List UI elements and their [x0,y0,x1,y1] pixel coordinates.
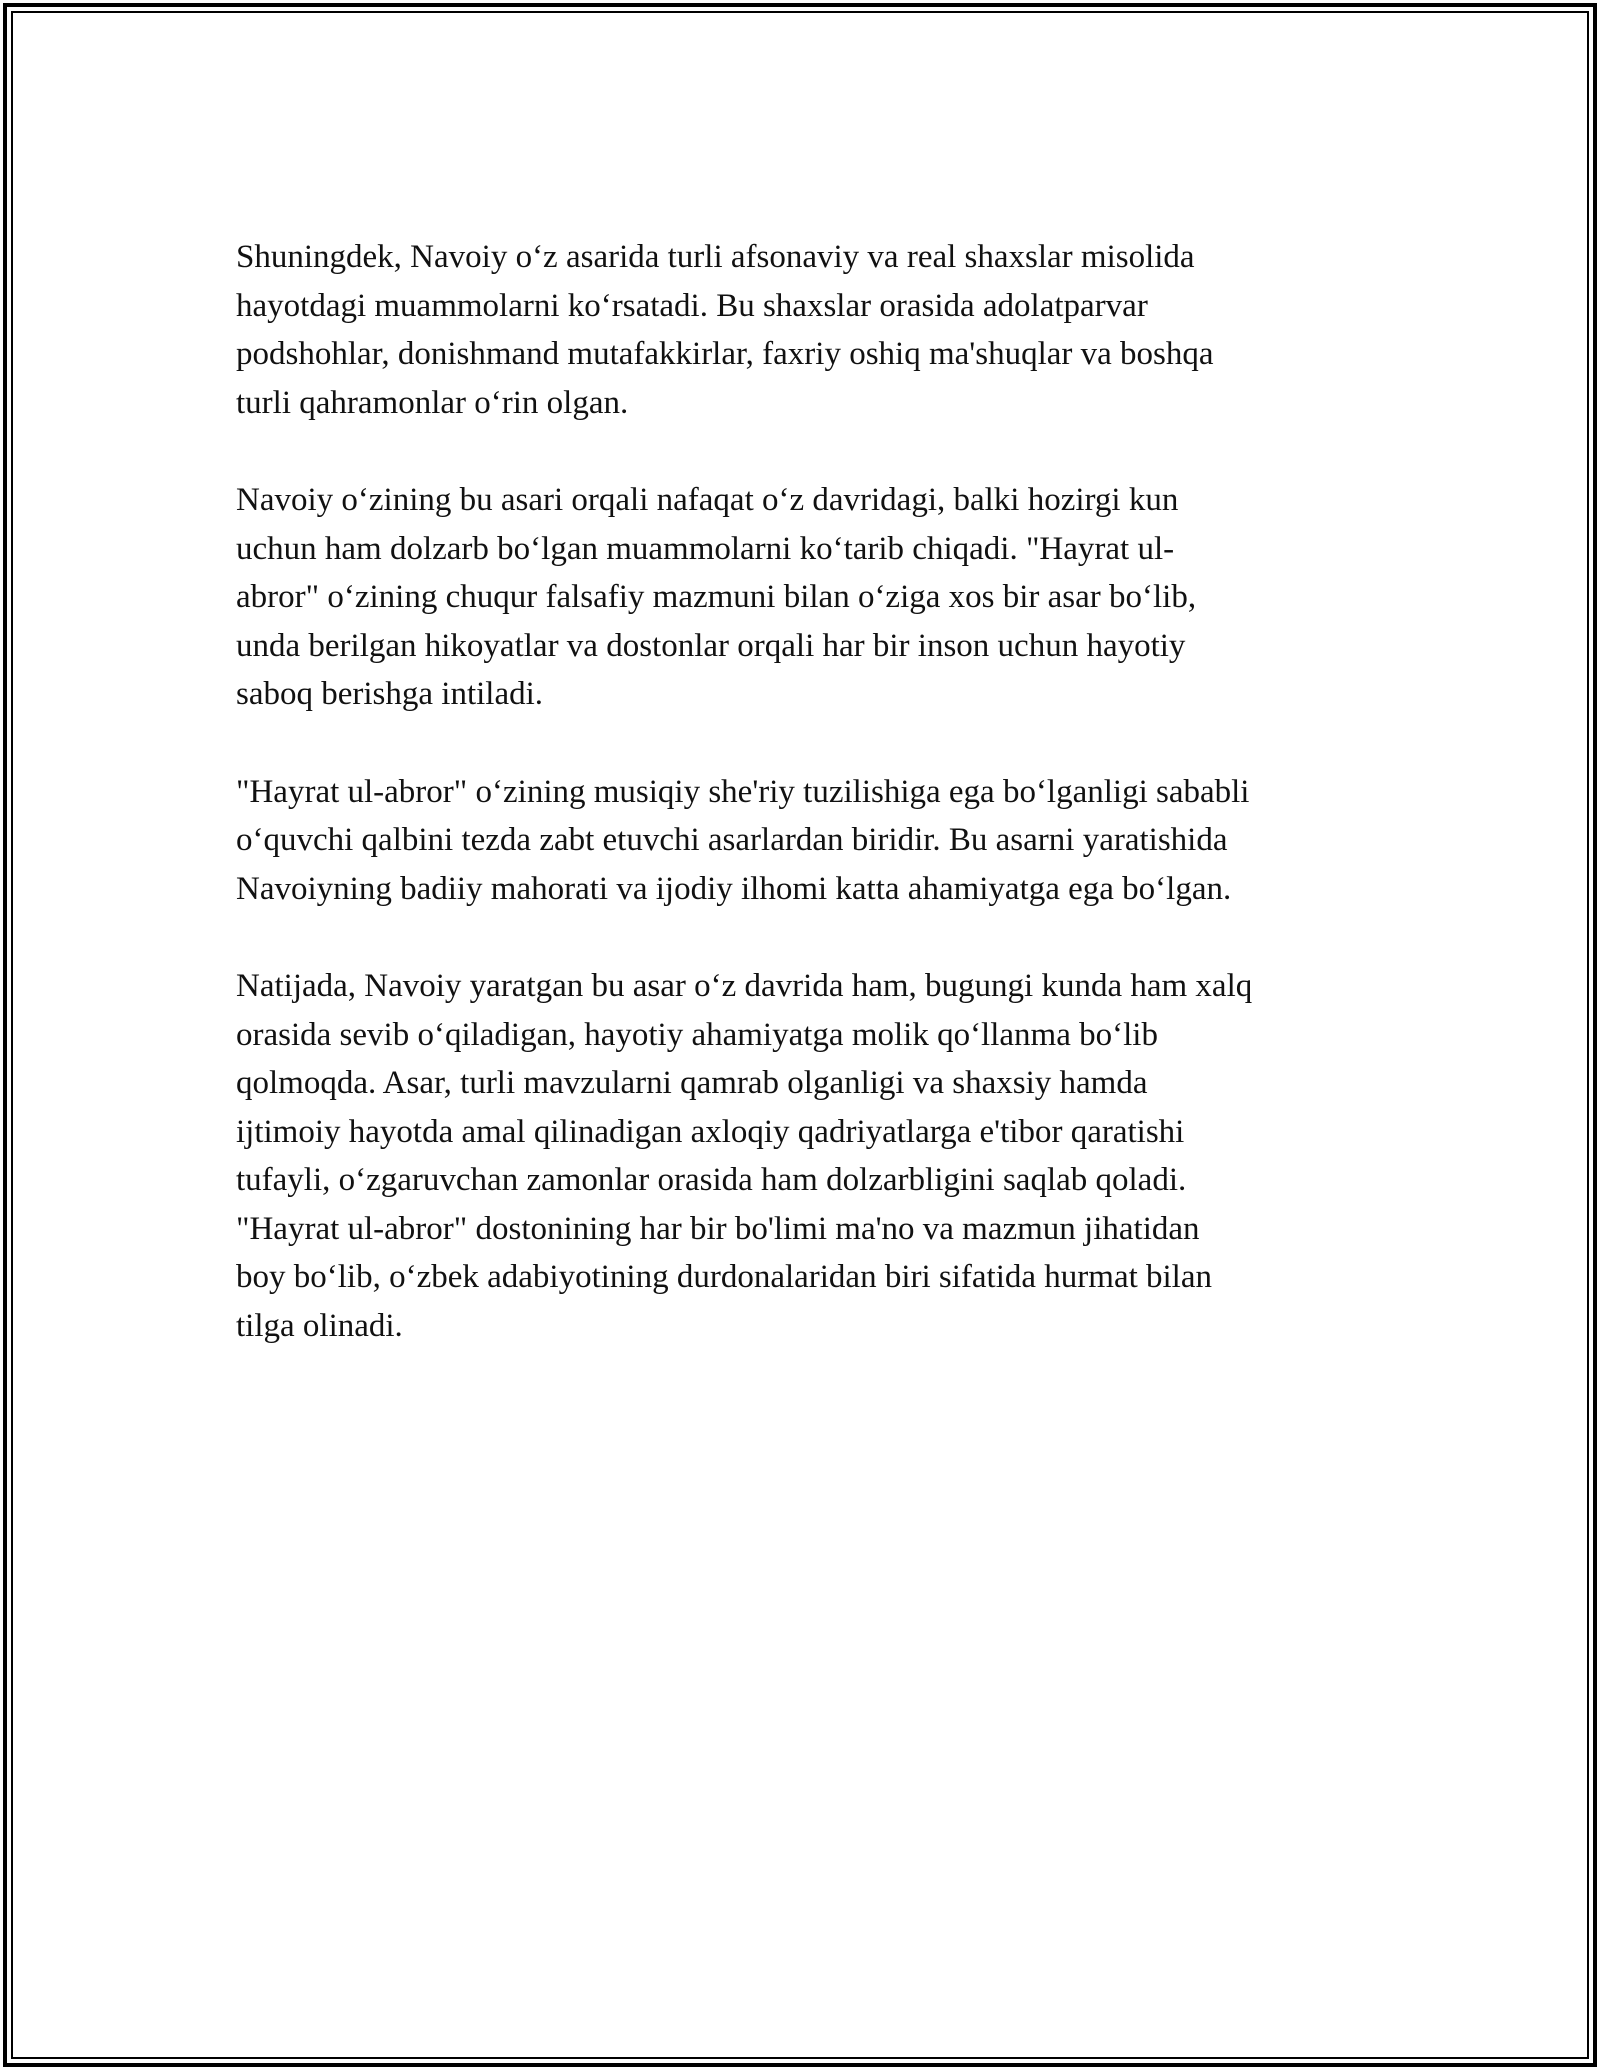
text-line: unda berilgan hikoyatlar va dostonlar orqali har bir inson uchun hayotiy [236,627,1186,664]
text-line: podshohlar, donishmand mutafakkirlar, faxriy oshiq ma'shuqlar va boshqa [236,336,1214,373]
text-line: hayotdagi muammolarni ko‘rsatadi. Bu shaxslar orasida adolatparvar [236,287,1148,324]
text-line: qolmoqda. Asar, turli mavzularni qamrab olganligi va shaxsiy hamda [236,1065,1148,1102]
text-line: uchun ham dolzarb bo‘lgan muammolarni ko‘tarib chiqadi. "Hayrat ul- [236,530,1175,567]
paragraph-3 [236,768,1386,914]
text-line: ijtimoiy hayotda amal qilinadigan axloqiy qadriyatlarga e'tibor qaratishi [236,1113,1185,1150]
text-line: turli qahramonlar o‘rin olgan. [236,384,629,421]
text-line: saboq berishga intiladi. [236,676,544,713]
document-body [236,233,1386,1399]
text-line: Natijada, Navoiy yaratgan bu asar o‘z davrida ham, bugungi kunda ham xalq [236,967,1253,1004]
text-line: Navoiy o‘zining bu asari orqali nafaqat o‘z davridagi, balki hozirgi kun [236,481,1179,518]
text-line: tilga olinadi. [236,1308,403,1345]
paragraph-4 [236,962,1386,1351]
text-line: Navoiyning badiiy mahorati va ijodiy ilhomi katta ahamiyatga ega bo‘lgan. [236,870,1232,907]
text-line: Shuningdek, Navoiy o‘z asarida turli afsonaviy va real shaxslar misolida [236,239,1195,275]
text-line: "Hayrat ul-abror" o‘zining musiqiy she'riy tuzilishiga ega bo‘lganligi sababli [236,773,1250,810]
text-line: tufayli, o‘zgaruvchan zamonlar orasida ham dolzarbligini saqlab qoladi. [236,1162,1187,1199]
text-line: boy bo‘lib, o‘zbek adabiyotining durdonalaridan biri sifatida hurmat bilan [236,1259,1212,1296]
text-line: orasida sevib o‘qiladigan, hayotiy ahamiyatga molik qo‘llanma bo‘lib [236,1016,1158,1053]
text-line: o‘quvchi qalbini tezda zabt etuvchi asarlardan biridir. Bu asarni yaratishida [236,822,1228,859]
paragraph-2 [236,476,1386,719]
paragraph-1 [236,233,1386,427]
text-line: "Hayrat ul-abror" dostonining har bir bo'limi ma'no va mazmun jihatidan [236,1210,1200,1247]
text-line: abror" o‘zining chuqur falsafiy mazmuni bilan o‘ziga xos bir asar bo‘lib, [236,579,1197,616]
